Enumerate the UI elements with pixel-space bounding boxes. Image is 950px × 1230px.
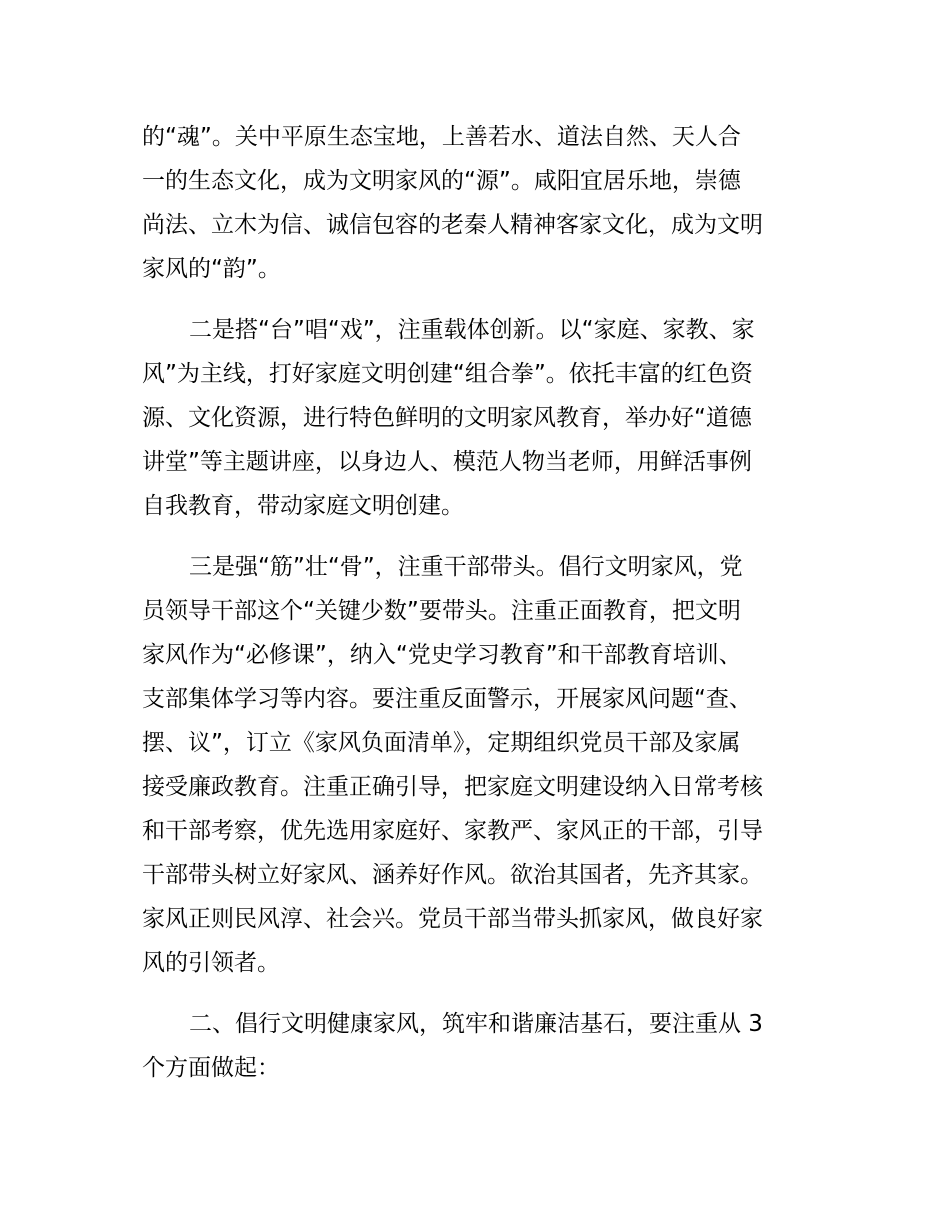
text-line: 二、倡行文明健康家风，筑牢和谐廉洁基石，要注重从 3 bbox=[189, 1011, 763, 1037]
text-line: 个方面做起： bbox=[142, 1055, 280, 1081]
text-line: 自我教育，带动家庭文明创建。 bbox=[142, 493, 464, 519]
text-line: 三是强“筋”壮“骨”，注重干部带头。倡行文明家风，党 bbox=[189, 554, 743, 580]
text-line: 和干部考察，优先选用家庭好、家教严、家风正的干部，引导 bbox=[142, 818, 763, 844]
text-line: 家风作为“必修课”，纳入“党史学习教育”和干部教育培训、 bbox=[142, 642, 742, 668]
text-line: 尚法、立木为信、诚信包容的老秦人精神客家文化，成为文明 bbox=[142, 212, 763, 238]
text-line: 风的引领者。 bbox=[142, 950, 280, 976]
text-line: 的“魂”。关中平原生态宝地，上善若水、道法自然、天人合 bbox=[142, 124, 741, 150]
text-line: 接受廉政教育。注重正确引导，把家庭文明建设纳入日常考核 bbox=[142, 774, 763, 800]
text-line: 一的生态文化，成为文明家风的“源”。咸阳宜居乐地，崇德 bbox=[142, 168, 741, 194]
text-line: 二是搭“台”唱“戏”，注重载体创新。以“家庭、家教、家 bbox=[189, 317, 755, 343]
text-line: 支部集体学习等内容。要注重反面警示，开展家风问题“查、 bbox=[142, 686, 752, 712]
document-page bbox=[142, 115, 812, 1107]
section-heading bbox=[142, 1002, 812, 1090]
text-line: 家风正则民风淳、社会兴。党员干部当带头抓家风，做良好家 bbox=[142, 906, 763, 932]
text-line: 源、文化资源，进行特色鲜明的文明家风教育，举办好“道德 bbox=[142, 405, 752, 431]
paragraph-2 bbox=[142, 308, 812, 528]
text-line: 干部带头树立好家风、涵养好作风。欲治其国者，先齐其家。 bbox=[142, 862, 763, 888]
paragraph-3 bbox=[142, 545, 812, 985]
text-line: 家风的“韵”。 bbox=[142, 256, 281, 282]
text-line: 摆、议”，订立《家风负面清单》，定期组织党员干部及家属 bbox=[142, 730, 741, 756]
paragraph-1 bbox=[142, 115, 812, 291]
text-line: 员领导干部这个“关键少数”要带头。注重正面教育，把文明 bbox=[142, 598, 741, 624]
text-line: 风”为主线，打好家庭文明创建“组合拳”。依托丰富的红色资 bbox=[142, 361, 753, 387]
text-line: 讲堂”等主题讲座，以身边人、模范人物当老师，用鲜活事例 bbox=[142, 449, 752, 475]
